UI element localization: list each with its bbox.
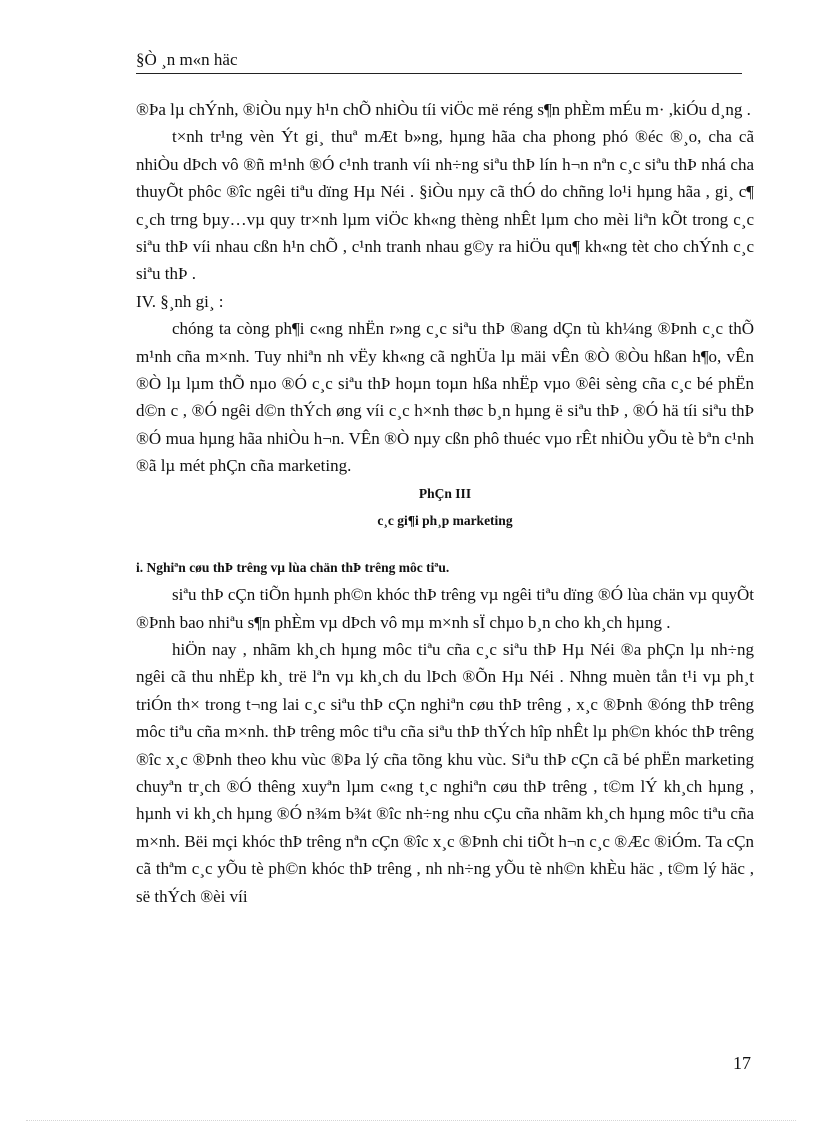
page-body <box>136 96 754 910</box>
paragraph-4: siªu thÞ cÇn tiÕn hµnh ph©n khóc thÞ trêng vµ ngêi tiªu dïng ®Ó lùa chän vµ quyÕt ®Þnh bao nhiªu s¶n phÈm vµ dÞch vô mµ m×nh sÏ chµo b¸n cho kh¸ch hµng . <box>136 585 754 632</box>
running-header: §Ò ¸n m«n häc <box>136 50 742 74</box>
paragraph-1: ®Þa lµ chÝnh, ®iÒu nµy h¹n chÕ nhiÒu tíi viÖc më réng s¶n phÈm mÉu m· ,kiÓu d¸ng . <box>136 100 751 119</box>
paragraph-5: hiÖn nay , nhãm kh¸ch hµng môc tiªu cña c¸c siªu thÞ Hµ Néi ®a phÇn lµ nh÷ng ngêi cã thu nhËp kh¸ trë lªn vµ kh¸ch du lÞch ®Õn Hµ Néi . Nhng muèn tån t¹i vµ ph¸t triÓn th× trong t¬ng lai c¸c siªu thÞ cÇn nghiªn cøu thÞ trêng , x¸c ®Þnh ®óng thÞ trêng môc tiªu cña m×nh. thÞ trêng môc tiªu cña siªu thÞ thÝch hîp nhÊt lµ ph©n khóc thÞ trêng ®îc x¸c ®Þnh theo khu vùc ®Þa lý cña tõng khu vùc. Siªu thÞ cÇn cã bé phËn marketing chuyªn tr¸ch ®Ó thêng xuyªn lµm c«ng t¸c nghiªn cøu thÞ trêng , t©m lÝ kh¸ch hµng , hµnh vi kh¸ch hµng ®Ó n¾m b¾t ®îc nh÷ng nhu cÇu cña nhãm kh¸ch hµng môc tiªu cña m×nh. Bëi mçi khóc thÞ trêng nªn cÇn ®îc x¸c ®Þnh chi tiÕt h¬n c¸c ®Æc ®iÓm. Ta cÇn cã thªm c¸c yÕu tè ph©n khóc thÞ trêng , nh nh÷ng yÕu tè nh©n khÈu häc , t©m lý häc , së thÝch ®èi víi <box>136 639 754 906</box>
footer-rule <box>26 1120 796 1121</box>
paragraph-3: chóng ta còng ph¶i c«ng nhËn r»ng c¸c siªu thÞ ®ang dÇn tù kh¼ng ®Þnh c¸c thÕ m¹nh cña m×nh. Tuy nhiªn nh vËy kh«ng cã nghÜa lµ mäi vÊn ®Ò ®Òu hßan h¶o, vÊn ®Ò lµ lµm thÕ nµo ®Ó c¸c siªu thÞ hoµn toµn hßa nhËp vµo ®êi sèng cña c¸c bé phËn d©n c , ®Ó ngêi d©n thÝch øng víi c¸c h×nh thøc b¸n hµng ë siªu thÞ , ®Ó hä tíi siªu thÞ ®Ó mua hµng hãa nhiÒu h¬n. VÊn ®Ò nµy cßn phô thuéc vµo rÊt nhiÒu yÕu tè bªn c¹nh ®ã lµ mét phÇn cña marketing. <box>136 319 754 476</box>
page-number: 17 <box>733 1053 751 1073</box>
section-heading-i: i. Nghiªn cøu thÞ trêng vµ lùa chän thÞ trêng môc tiªu. <box>136 559 450 575</box>
section-heading-iv: IV. §¸nh gi¸ : <box>136 291 224 311</box>
paragraph-2: t×nh tr¹ng vèn Ýt gi¸ thuª mÆt b»ng, hµng hãa cha phong phó ®éc ®¸o, cha cã nhiÒu dÞch vô ®ñ m¹nh ®Ó c¹nh tranh víi nh÷ng siªu thÞ lín h¬n nªn c¸c siªu thÞ nhá cha thuyÕt phôc ®îc ngêi tiªu dïng Hµ Néi . §iÒu nµy cã thÓ do chñng lo¹i hµng hãa , gi¸ c¶ c¸ch trng bµy…vµ quy tr×nh lµm viÖc kh«ng thèng nhÊt lµm cho mèi liªn kÕt trong c¸c siªu thÞ víi nhau cßn h¹n chÕ , c¹nh tranh nhau g©y ra hiÖu qu¶ kh«ng tèt cho chÝnh c¸c siªu thÞ . <box>136 127 754 284</box>
part-title: PhÇn III <box>418 485 472 501</box>
part-subtitle: c¸c gi¶i ph¸p marketing <box>377 512 513 528</box>
